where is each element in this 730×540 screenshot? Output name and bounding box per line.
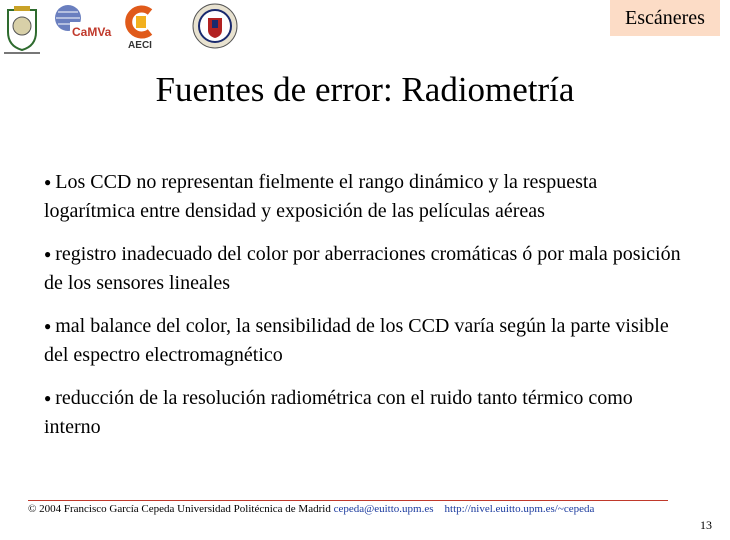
slide-title: Fuentes de error: Radiometría (155, 70, 575, 109)
bullet-dot-icon: ● (44, 247, 52, 261)
bullet-item (44, 312, 684, 370)
footer (28, 503, 708, 515)
camva-logo (52, 2, 112, 46)
bullet-dot-icon: ● (44, 391, 52, 405)
aeci-caption: AECI (128, 40, 152, 51)
bullet-list (44, 168, 684, 456)
bullet-text: registro inadecuado del color por aberraciones cromáticas ó por mala posición de los sensores lineales (44, 243, 681, 294)
bullet-text: reducción de la resolución radiométrica con el ruido tanto térmico como interno (44, 387, 633, 438)
upm-seal-logo (192, 2, 238, 50)
bullet-dot-icon: ● (44, 175, 52, 189)
bullet-item (44, 168, 684, 226)
svg-text:CaMVa: CaMVa (72, 25, 112, 39)
section-tag: Escáneres (610, 0, 720, 36)
footer-email-link[interactable]: cepeda@euitto.upm.es (333, 503, 434, 515)
footer-copyright: © 2004 Francisco García Cepeda Universidad Politécnica de Madrid (28, 503, 331, 515)
university-crest-logo (0, 2, 44, 58)
bullet-text: Los CCD no representan fielmente el rango dinámico y la respuesta logarítmica entre densidad y exposición de las películas aéreas (44, 171, 598, 222)
bullet-dot-icon: ● (44, 319, 52, 333)
footer-url-link[interactable]: http://nivel.euitto.upm.es/~cepeda (444, 503, 595, 515)
aeci-logo (120, 2, 160, 50)
bullet-item (44, 240, 684, 298)
footer-divider (28, 500, 668, 501)
bullet-item (44, 384, 684, 442)
bullet-text: mal balance del color, la sensibilidad de los CCD varía según la parte visible del espectro electromagnético (44, 315, 669, 366)
page-number: 13 (700, 518, 712, 532)
